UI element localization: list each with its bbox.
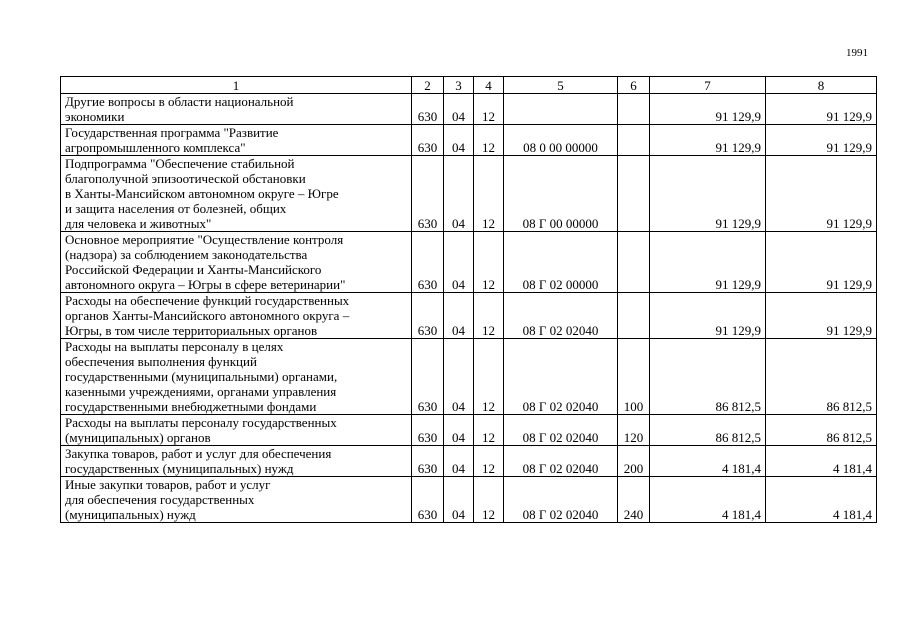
row-name-cell: Основное мероприятие "Осуществление контроля (надзора) за соблюдением законодательства Российской Федерации и Ханты-Мансийского автономного округа – Югры в сфере ветеринарии" bbox=[61, 232, 412, 293]
header-col-6: 6 bbox=[618, 77, 650, 94]
row-col-5-cell: 08 Г 02 02040 bbox=[504, 446, 618, 477]
row-col-4-cell: 12 bbox=[474, 477, 504, 523]
row-col-3-cell: 04 bbox=[444, 125, 474, 156]
row-col-2-cell: 630 bbox=[412, 293, 444, 339]
row-col-8-cell: 86 812,5 bbox=[766, 415, 877, 446]
row-col-5-cell: 08 Г 00 00000 bbox=[504, 156, 618, 232]
row-col-3-cell: 04 bbox=[444, 446, 474, 477]
row-name-cell: Расходы на обеспечение функций государственных органов Ханты-Мансийского автономного округа – Югры, в том числе территориальных органов bbox=[61, 293, 412, 339]
header-col-7: 7 bbox=[650, 77, 766, 94]
row-col-3-cell: 04 bbox=[444, 156, 474, 232]
row-col-3-cell: 04 bbox=[444, 94, 474, 125]
row-col-4-cell: 12 bbox=[474, 232, 504, 293]
row-col-8-cell: 91 129,9 bbox=[766, 293, 877, 339]
row-col-6-cell: 240 bbox=[618, 477, 650, 523]
header-col-4: 4 bbox=[474, 77, 504, 94]
row-col-8-cell: 86 812,5 bbox=[766, 339, 877, 415]
row-col-7-cell: 91 129,9 bbox=[650, 125, 766, 156]
row-col-4-cell: 12 bbox=[474, 446, 504, 477]
table-row bbox=[61, 339, 877, 415]
row-col-2-cell: 630 bbox=[412, 156, 444, 232]
row-col-6-cell bbox=[618, 156, 650, 232]
header-col-5: 5 bbox=[504, 77, 618, 94]
row-col-5-cell: 08 Г 02 02040 bbox=[504, 339, 618, 415]
row-col-7-cell: 4 181,4 bbox=[650, 446, 766, 477]
table-row bbox=[61, 477, 877, 523]
row-col-8-cell: 4 181,4 bbox=[766, 477, 877, 523]
row-name-cell: Иные закупки товаров, работ и услуг для обеспечения государственных (муниципальных) нужд bbox=[61, 477, 412, 523]
row-col-8-cell: 4 181,4 bbox=[766, 446, 877, 477]
row-col-4-cell: 12 bbox=[474, 415, 504, 446]
row-col-4-cell: 12 bbox=[474, 293, 504, 339]
row-name-cell: Расходы на выплаты персоналу государственных (муниципальных) органов bbox=[61, 415, 412, 446]
row-col-6-cell bbox=[618, 293, 650, 339]
row-col-8-cell: 91 129,9 bbox=[766, 156, 877, 232]
table-row bbox=[61, 446, 877, 477]
row-col-2-cell: 630 bbox=[412, 415, 444, 446]
row-col-2-cell: 630 bbox=[412, 477, 444, 523]
row-name-cell: Закупка товаров, работ и услуг для обеспечения государственных (муниципальных) нужд bbox=[61, 446, 412, 477]
row-col-5-cell bbox=[504, 94, 618, 125]
row-name-cell: Другие вопросы в области национальной экономики bbox=[61, 94, 412, 125]
row-col-7-cell: 86 812,5 bbox=[650, 339, 766, 415]
row-col-2-cell: 630 bbox=[412, 125, 444, 156]
row-col-6-cell: 120 bbox=[618, 415, 650, 446]
table-row bbox=[61, 125, 877, 156]
row-col-2-cell: 630 bbox=[412, 232, 444, 293]
table-row bbox=[61, 156, 877, 232]
row-col-8-cell: 91 129,9 bbox=[766, 94, 877, 125]
table-row bbox=[61, 293, 877, 339]
row-col-4-cell: 12 bbox=[474, 156, 504, 232]
header-col-2: 2 bbox=[412, 77, 444, 94]
table-row bbox=[61, 94, 877, 125]
table-header bbox=[61, 77, 877, 94]
budget-table bbox=[60, 76, 877, 523]
row-name-cell: Подпрограмма "Обеспечение стабильной благополучной эпизоотической обстановки в Ханты-Мансийском автономном округе – Югре и защита населения от болезней, общих для человека и животных" bbox=[61, 156, 412, 232]
row-col-7-cell: 4 181,4 bbox=[650, 477, 766, 523]
row-col-7-cell: 91 129,9 bbox=[650, 94, 766, 125]
row-col-5-cell: 08 Г 02 02040 bbox=[504, 477, 618, 523]
table-body bbox=[61, 94, 877, 523]
row-col-7-cell: 91 129,9 bbox=[650, 293, 766, 339]
row-col-3-cell: 04 bbox=[444, 477, 474, 523]
row-col-4-cell: 12 bbox=[474, 94, 504, 125]
row-col-5-cell: 08 Г 02 02040 bbox=[504, 415, 618, 446]
row-col-5-cell: 08 Г 02 02040 bbox=[504, 293, 618, 339]
row-col-2-cell: 630 bbox=[412, 446, 444, 477]
header-col-3: 3 bbox=[444, 77, 474, 94]
row-col-6-cell bbox=[618, 232, 650, 293]
row-name-cell: Государственная программа "Развитие агропромышленного комплекса" bbox=[61, 125, 412, 156]
row-col-7-cell: 91 129,9 bbox=[650, 232, 766, 293]
row-col-8-cell: 91 129,9 bbox=[766, 232, 877, 293]
table-row bbox=[61, 232, 877, 293]
row-col-3-cell: 04 bbox=[444, 415, 474, 446]
row-col-2-cell: 630 bbox=[412, 94, 444, 125]
row-col-7-cell: 91 129,9 bbox=[650, 156, 766, 232]
row-col-6-cell bbox=[618, 125, 650, 156]
row-col-3-cell: 04 bbox=[444, 339, 474, 415]
row-col-5-cell: 08 0 00 00000 bbox=[504, 125, 618, 156]
row-col-6-cell: 100 bbox=[618, 339, 650, 415]
table-row bbox=[61, 415, 877, 446]
page-number: 1991 bbox=[846, 47, 868, 59]
row-col-3-cell: 04 bbox=[444, 293, 474, 339]
row-col-8-cell: 91 129,9 bbox=[766, 125, 877, 156]
row-col-3-cell: 04 bbox=[444, 232, 474, 293]
header-col-8: 8 bbox=[766, 77, 877, 94]
row-col-2-cell: 630 bbox=[412, 339, 444, 415]
row-col-4-cell: 12 bbox=[474, 339, 504, 415]
header-col-1: 1 bbox=[61, 77, 412, 94]
row-col-4-cell: 12 bbox=[474, 125, 504, 156]
row-col-6-cell bbox=[618, 94, 650, 125]
header-row bbox=[61, 77, 877, 94]
row-col-5-cell: 08 Г 02 00000 bbox=[504, 232, 618, 293]
row-name-cell: Расходы на выплаты персоналу в целях обеспечения выполнения функций государственными (муниципальными) органами, казенными учреждениями, органами управления государственными внебюджетными фондами bbox=[61, 339, 412, 415]
row-col-6-cell: 200 bbox=[618, 446, 650, 477]
row-col-7-cell: 86 812,5 bbox=[650, 415, 766, 446]
